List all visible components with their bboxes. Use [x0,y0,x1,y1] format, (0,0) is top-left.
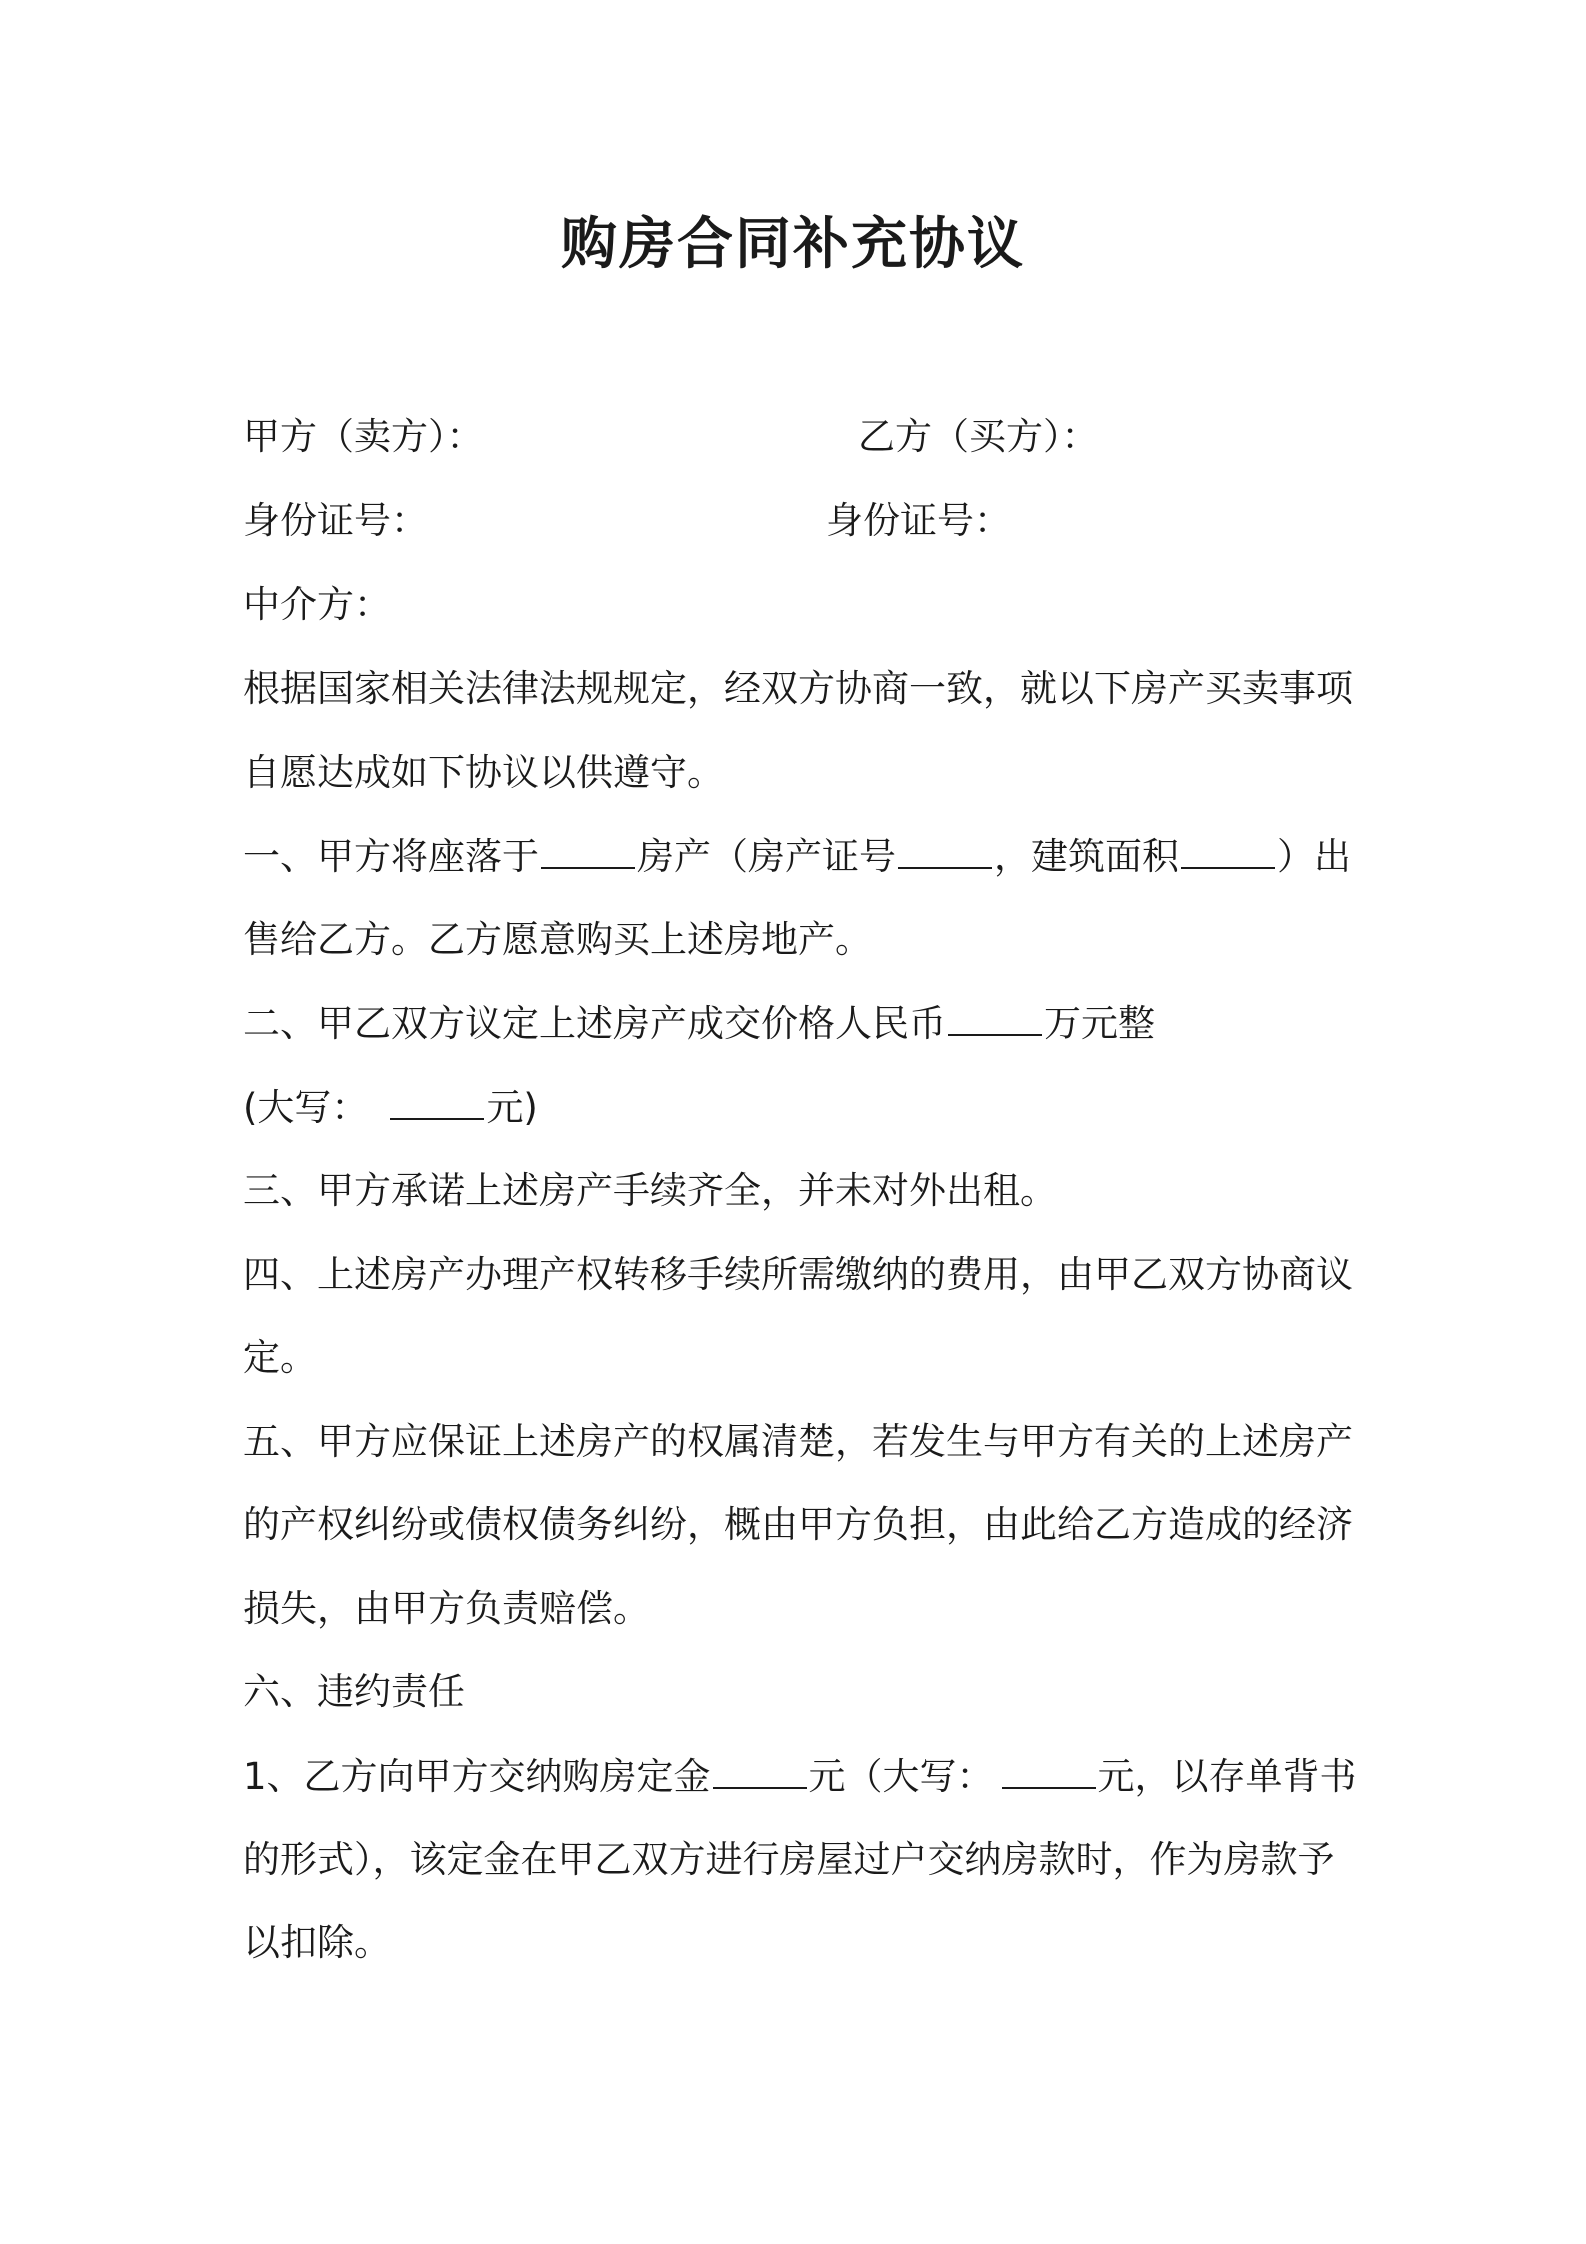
party-b-label: 乙方（买方）： [858,415,1099,458]
clause-1-seg-4: ）出 [1277,835,1351,878]
clause-3: 三、甲方承诺上述房产手续齐全，并未对外出租。 [243,1169,1057,1212]
intro-line-1: 根据国家相关法律法规规定，经双方协商一致，就以下房产买卖事项 [243,667,1353,710]
clause-6-item-1-seg-1: 1、乙方向甲方交纳购房定金 [243,1755,711,1798]
clause-2-line-1 [243,998,1155,1049]
clause-5-line-2: 的产权纠纷或债权债务纠纷，概由甲方负担，由此给乙方造成的经济 [243,1503,1353,1546]
clause-1-seg-3: ，建筑面积 [994,835,1179,878]
party-a-label: 甲方（卖方）： [243,415,484,458]
blank-deposit-capital [1002,1751,1096,1789]
clause-6-item-1-seg-2: 元（大写： [808,1755,994,1798]
clause-4-line-2: 定。 [243,1336,317,1379]
blank-price [948,998,1042,1036]
clause-2-seg-2: 万元整 [1044,1002,1155,1045]
clause-5-line-3: 损失，由甲方负责赔偿。 [243,1587,650,1630]
clause-6-item-1-seg-3: 元，以存单背书 [1097,1755,1357,1798]
document-title: 购房合同补充协议 [561,212,1025,277]
clause-2-capital-open: (大写： [243,1086,369,1129]
blank-certificate-number [898,831,992,869]
blank-deposit [713,1751,807,1789]
clause-6-item-1-line-2: 的形式），该定金在甲乙双方进行房屋过户交纳房款时，作为房款予 [243,1838,1335,1881]
party-a-id-label: 身份证号： [243,499,428,542]
clause-1-seg-1: 一、甲方将座落于 [243,835,539,878]
clause-6-heading: 六、违约责任 [243,1670,465,1713]
clause-1-line-2: 售给乙方。乙方愿意购买上述房地产。 [243,918,872,961]
party-b-id-label: 身份证号： [826,499,1011,542]
blank-price-capital [390,1082,484,1120]
clause-1-line-1 [243,831,1351,882]
clause-4-line-1: 四、上述房产办理产权转移手续所需缴纳的费用，由甲乙双方协商议 [243,1253,1353,1296]
clause-2-capital-close: 元) [486,1086,538,1129]
clause-2-seg-1: 二、甲乙双方议定上述房产成交价格人民币 [243,1002,946,1045]
agent-label: 中介方： [243,583,391,626]
clause-6-item-1-line-1 [243,1751,1357,1802]
clause-1-seg-2: 房产（房产证号 [637,835,896,878]
clause-5-line-1: 五、甲方应保证上述房产的权属清楚，若发生与甲方有关的上述房产 [243,1420,1353,1463]
intro-line-2: 自愿达成如下协议以供遵守。 [243,751,724,794]
clause-6-item-1-line-3: 以扣除。 [243,1921,391,1964]
clause-2-line-2 [243,1082,538,1133]
blank-location [541,831,635,869]
blank-area [1181,831,1275,869]
